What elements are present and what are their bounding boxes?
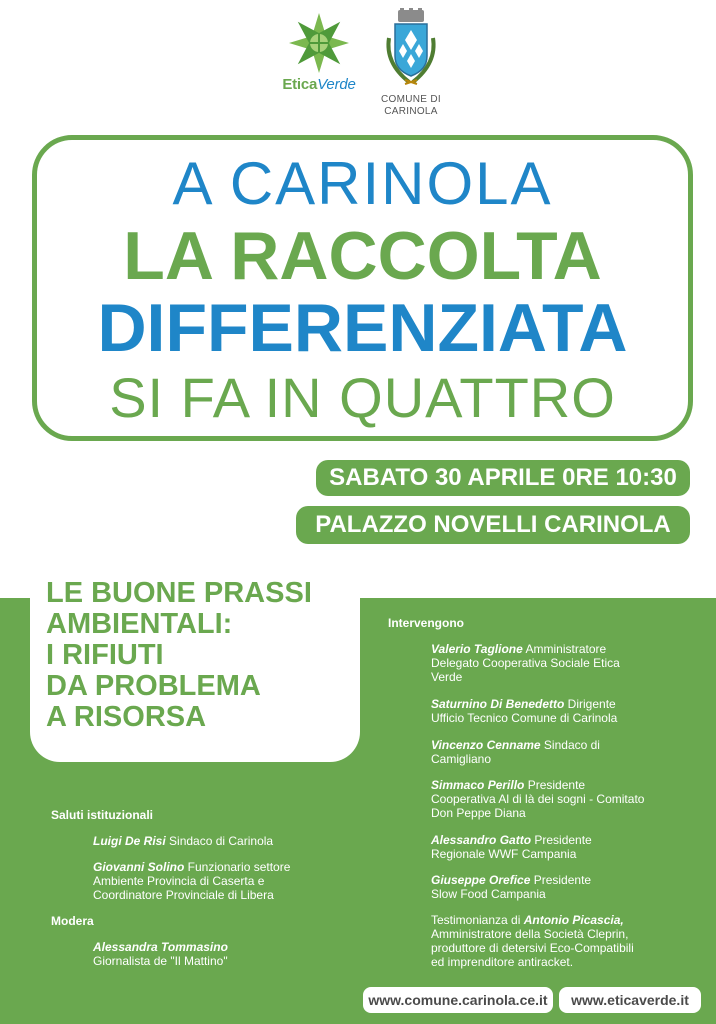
speaker-role-line: Cooperativa Al di là dei sogni - Comitato [431,792,645,806]
logos-header [0,0,716,130]
theme-line: A RISORSA [46,701,207,733]
title-line-2: LA RACCOLTA [123,218,602,294]
speaker-name: Alessandro Gatto [431,833,532,847]
intervengono-label: Intervengono [388,616,465,630]
main-title-box [32,135,693,441]
speaker-role: Presidente [524,778,586,792]
saluti-entry [93,834,273,848]
testimonianza-prefix: Testimonianza di [431,913,524,927]
speaker-role-line: Don Peppe Diana [431,806,526,820]
speaker-role-line: Giornalista de "Il Mattino" [93,954,228,968]
comune-line2: CARINOLA [384,106,438,117]
event-place-badge: PALAZZO NOVELLI CARINOLA [296,506,690,544]
title-line-3: DIFFERENZIATA [97,290,628,366]
website-link-eticaverde[interactable]: www.eticaverde.it [559,987,701,1013]
speaker-role: Dirigente [564,697,616,711]
speaker-name: Luigi De Risi [93,834,166,848]
website-link-comune[interactable]: www.comune.carinola.ce.it [363,987,553,1013]
speaker-role-line: Ufficio Tecnico Comune di Carinola [431,711,618,725]
speaker-role-line: Coordinatore Provinciale di Libera [93,888,274,902]
speaker-name: Saturnino Di Benedetto [431,697,565,711]
intervengono-entry [431,738,600,766]
speaker-name: Alessandra Tommasino [93,940,228,954]
speaker-name: Vincenzo Cenname [431,738,541,752]
eticaverde-wordmark [276,76,362,93]
comune-logo [372,8,450,118]
speaker-role: Funzionario settore [184,860,291,874]
theme-line: LE BUONE PRASSI [46,577,312,609]
speaker-role-line: Verde [431,670,463,684]
speaker-name: Giuseppe Orefice [431,873,531,887]
intervengono-entry [431,778,644,820]
speaker-role: Presidente [531,833,592,847]
modera-entry [93,940,228,968]
speaker-role-line: Regionale WWF Campania [431,847,577,861]
intervengono-entry [431,697,617,725]
title-line-4: SI FA IN QUATTRO [109,366,616,429]
saluti-label: Saluti istituzionali [51,808,154,822]
intervengono-entry [431,833,592,861]
intervengono-entry [431,873,591,901]
speaker-role-line: Camigliano [431,752,492,766]
eticaverde-logo [276,12,362,93]
star-leaf-icon [288,12,350,74]
speaker-role-line: Delegato Cooperativa Sociale Etica [431,656,620,670]
testimonianza-entry [431,913,634,969]
speaker-name: Simmaco Perillo [431,778,525,792]
saluti-entry [93,860,290,902]
speaker-role: Sindaco di Carinola [165,834,274,848]
comune-line1: COMUNE DI [381,94,441,105]
title-line-1: A CARINOLA [172,150,553,217]
speaker-role: Sindaco di [540,738,600,752]
speaker-role-line: Ambiente Provincia di Caserta e [93,874,265,888]
intervengono-entry [431,642,620,684]
theme-line: AMBIENTALI: [46,608,233,640]
theme-box [30,566,360,762]
speaker-role-line: produttore di detersivi Eco-Compatibili [431,941,634,955]
event-date-badge: SABATO 30 APRILE 0RE 10:30 [316,460,690,496]
speaker-name: Valerio Taglione [431,642,523,656]
speaker-role: Presidente [530,873,592,887]
speaker-role: Amministratore [522,642,607,656]
speaker-role-line: ed imprenditore antiracket. [431,955,574,969]
speaker-role-line: Slow Food Campania [431,887,546,901]
theme-line: DA PROBLEMA [46,670,261,702]
coat-of-arms-icon [381,8,441,92]
speaker-role-line: Amministratore della Società Cleprin, [431,927,629,941]
eticaverde-part2: Verde [317,76,356,93]
theme-line: I RIFIUTI [46,639,164,671]
speaker-name: Antonio Picascia, [523,913,624,927]
comune-name [372,94,450,118]
eticaverde-part1: Etica [282,76,318,93]
speaker-name: Giovanni Solino [93,860,185,874]
modera-label: Modera [51,914,94,928]
